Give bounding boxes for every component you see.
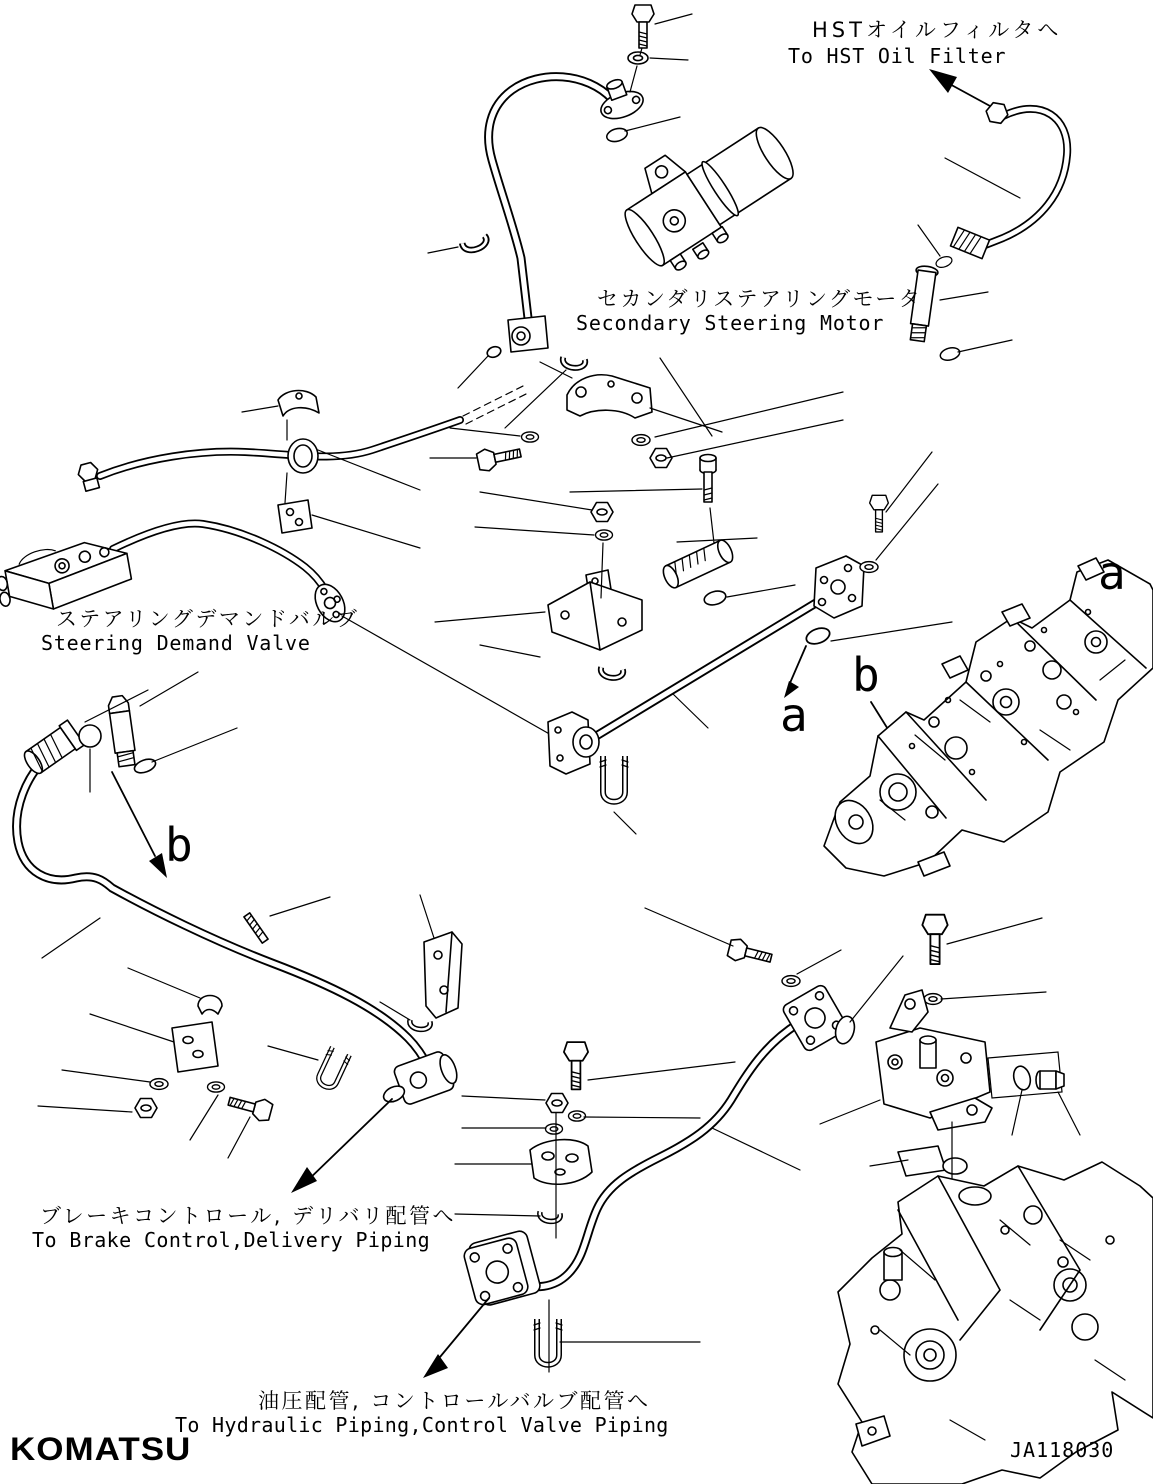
hose-clip-icon: [410, 1020, 430, 1030]
o-ring-icon: [1011, 1064, 1033, 1091]
hose-clip-icon: [601, 667, 623, 678]
flange-block: [461, 1229, 541, 1308]
callout-hst-oil-filter-jp: HSTオイルフィルタへ: [812, 18, 1063, 42]
washer-icon: [546, 1124, 563, 1134]
steering-demand-valve-assembly: [0, 386, 560, 740]
hst-pump-lower: [838, 1162, 1153, 1484]
o-ring-icon: [804, 625, 832, 647]
washer-icon: [632, 435, 650, 446]
o-ring-icon: [939, 346, 961, 362]
callout-steering-demand-valve-en: Steering Demand Valve: [41, 631, 311, 655]
drawing-number: JA118030: [1010, 1438, 1115, 1462]
callout-secondary-steering-motor-en: Secondary Steering Motor: [576, 311, 885, 335]
control-valve-tube-assembly: [423, 956, 903, 1378]
secondary-steering-motor: [606, 99, 810, 284]
callout-brake-control-en: To Brake Control,Delivery Piping: [32, 1228, 431, 1252]
hose-clip-icon: [462, 233, 489, 254]
grommet: [198, 996, 222, 1015]
stud-icon: [244, 913, 268, 943]
bolt-icon: [564, 1042, 588, 1089]
clamp-saddle: [278, 391, 319, 416]
bolt-icon: [727, 937, 774, 969]
view-marker-b: b: [165, 818, 193, 872]
spacer-sleeve: [660, 538, 735, 590]
washer-icon: [860, 562, 878, 573]
callout-hydraulic-piping-jp: 油圧配管, コントロールバルブ配管へ: [258, 1389, 651, 1413]
bolt-icon: [632, 5, 654, 48]
gasket-icon: [133, 757, 158, 776]
elbow-block: [486, 316, 548, 359]
direction-arrow-hst: [929, 69, 957, 93]
clamp-bracket: [278, 500, 312, 533]
center-bracket-hardware: [430, 358, 843, 728]
brake-delivery-tube-assembly: [17, 672, 462, 1193]
mount-bracket: [567, 375, 652, 418]
tube-end-flange: [814, 556, 864, 618]
hose-clip-icon: [540, 1212, 560, 1222]
bolt-icon: [476, 442, 523, 472]
callout-hydraulic-piping-en: To Hydraulic Piping,Control Valve Piping: [175, 1413, 669, 1437]
callout-secondary-steering-motor-jp: セカンダリステアリングモータ: [597, 287, 923, 311]
u-bolt-icon: [534, 1319, 562, 1365]
washer-icon: [522, 432, 539, 442]
washer-icon: [924, 994, 942, 1005]
hose-clamp-ring: [288, 439, 318, 473]
bolt-icon: [870, 495, 889, 532]
tube-elbow-flange: [548, 712, 599, 774]
flange-fitting: [592, 73, 646, 124]
washer-icon: [569, 1111, 586, 1121]
washer-icon: [782, 976, 800, 987]
support-bracket: [424, 932, 462, 1018]
washer-icon: [628, 52, 648, 64]
washer-icon: [596, 530, 613, 540]
tube-coupling: [20, 720, 85, 778]
tube-elbow-end: [393, 1048, 462, 1106]
hst-filter-hose-assembly: [906, 69, 1067, 362]
nut-icon: [135, 1099, 157, 1118]
leader-lines: [918, 158, 1020, 352]
callout-steering-demand-valve-jp: ステアリングデマンドバルブ: [56, 607, 360, 631]
o-ring-icon: [79, 725, 101, 747]
u-bolt-icon: [314, 1046, 352, 1091]
hst-pump-upper: [824, 558, 1153, 876]
o-ring-icon: [605, 126, 628, 143]
nut-icon: [546, 1094, 568, 1113]
callout-brake-control-jp: ブレーキコントロール, デリバリ配管へ: [40, 1204, 456, 1228]
washer-icon: [150, 1079, 168, 1090]
washer-icon: [208, 1082, 225, 1092]
o-ring-icon: [703, 589, 728, 607]
clamp-block: [172, 1022, 218, 1072]
strap-plate: [530, 1140, 592, 1185]
view-marker-b: b: [852, 648, 880, 702]
bolt-icon: [922, 915, 947, 964]
o-ring-icon: [935, 255, 954, 270]
elbow-fitting: [107, 695, 137, 767]
nut-icon: [591, 503, 613, 522]
valve-bracket: [876, 990, 992, 1130]
hose-clip-icon: [563, 357, 585, 368]
direction-arrow-hydraulic: [423, 1354, 448, 1378]
view-marker-a: a: [1098, 546, 1126, 600]
komatsu-logo: KOMATSU: [10, 1431, 192, 1468]
direction-arrow-brake: [291, 1167, 317, 1193]
u-bolt-icon: [600, 756, 628, 802]
plug-fitting: [1036, 1071, 1064, 1089]
view-marker-a: a: [780, 688, 808, 742]
hose-coupling: [950, 227, 989, 258]
support-bracket: [548, 570, 642, 650]
callout-hst-oil-filter-en: To HST Oil Filter: [788, 44, 1007, 68]
o-ring-icon: [943, 1158, 967, 1174]
socket-bolt-icon: [700, 455, 716, 503]
